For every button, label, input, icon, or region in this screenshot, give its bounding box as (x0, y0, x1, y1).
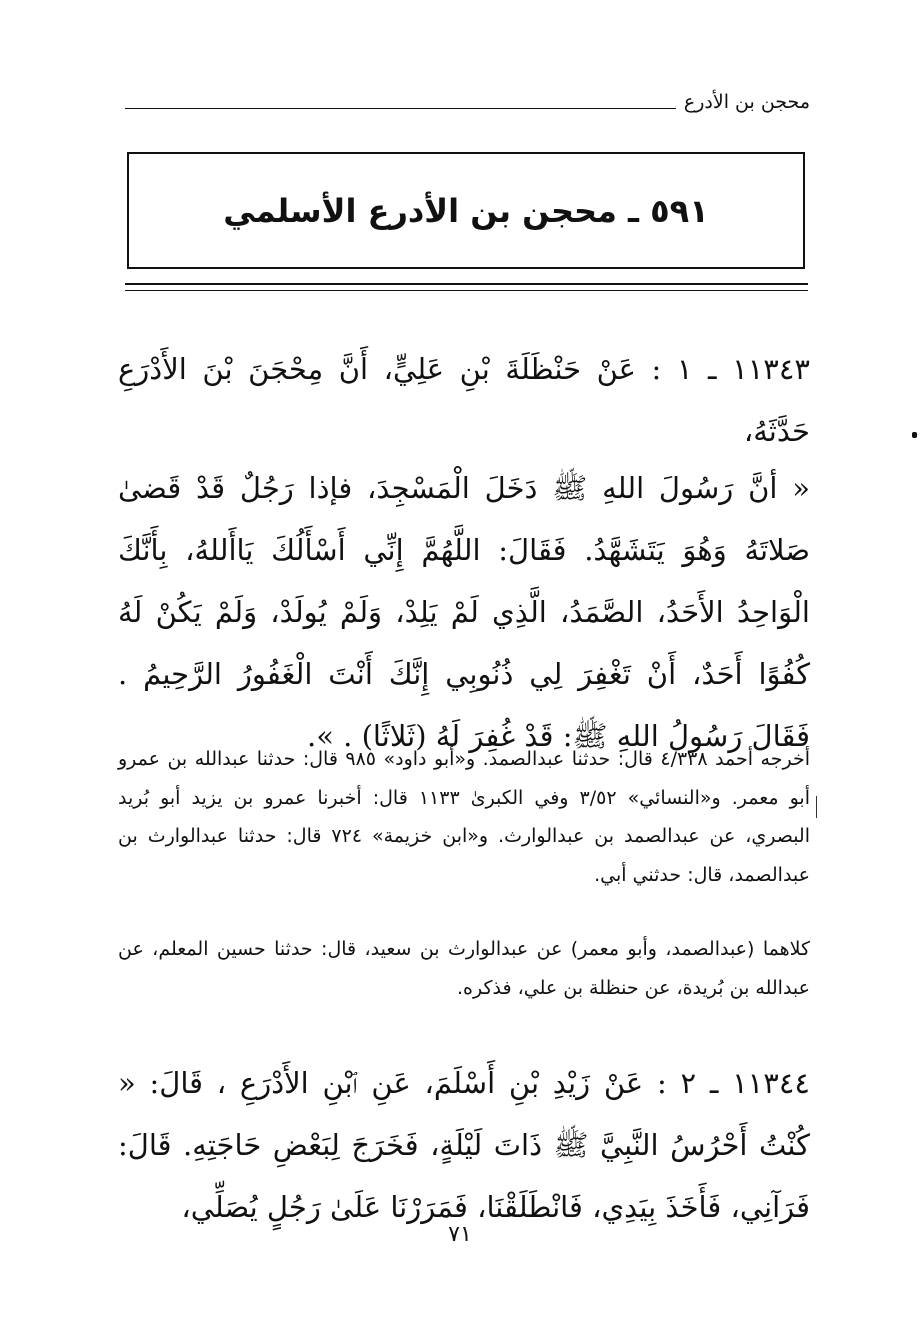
title-divider (125, 283, 808, 291)
page-number: ٧١ (448, 1222, 472, 1247)
chapter-title-box (127, 152, 805, 269)
hadith-2-text: ١١٣٤٤ ـ ٢ : عَنْ زَيْدِ بْنِ أَسْلَمَ، عَنِ ٱبْنِ الأَدْرَعِ ، قَالَ: « كُنْتُ أَحْرُسُ النَّبِيَّ ﷺ ذَاتَ لَيْلَةٍ، فَخَرَجَ لِبَعْضِ حَاجَتِهِ. قَالَ: فَرَآنِي، فَأَخَذَ بِيَدِي، فَانْطَلَقْنَا، فَمَرَرْنَا عَلَىٰ رَجُلٍ يُصَلِّي، (118, 1066, 810, 1224)
running-title: محجن بن الأدرع (683, 91, 810, 113)
hadith-1-isnad: ١١٣٤٣ ـ ١ : عَنْ حَنْظَلَةَ بْنِ عَلِيٍّ، أَنَّ مِحْجَنَ بْنَ الأَدْرَعِ حَدَّثَهُ، (118, 352, 811, 448)
running-header (125, 82, 810, 112)
header-rule (125, 108, 676, 109)
margin-dot (912, 432, 917, 438)
chapter-title: ٥٩١ ـ محجن بن الأدرع الأسلمي (223, 191, 709, 230)
takhrij-1-paragraph-1: أخرجه أحمد ٤/٣٣٨ قال: حدثنا عبدالصمد. و«أبو داود» ٩٨٥ قال: حدثنا عبدالله بن عمرو أبو معمر. و«النسائي» ٣/٥٢ وفي الكبرىٰ ١١٣٣ قال: أخبرنا عمرو بن يزيد أبو بُريد البصري، عن عبدالصمد بن عبدالوارث. و«ابن خزيمة» ٧٢٤ قال: حدثنا عبدالوارث بن عبدالصمد، قال: حدثني أبي. (118, 748, 810, 886)
margin-mark (816, 796, 817, 818)
takhrij-1-paragraph-2: كلاهما (عبدالصمد، وأبو معمر) عن عبدالوارث بن سعيد، قال: حدثنا حسين المعلم، عن عبدالله بن بُريدة، عن حنظلة بن علي، فذكره. (118, 938, 810, 999)
hadith-1-matn: « أنَّ رَسُولَ اللهِ ﷺ دَخَلَ الْمَسْجِدَ، فإذا رَجُلٌ قَدْ قَضىٰ صَلاتَهُ وَهُوَ يَتَشَهَّدُ. فَقَالَ: اللَّهُمَّ إِنِّي أَسْأَلُكَ يَاأَللهُ، بِأَنَّكَ الْوَاحِدُ الأَحَدُ، الصَّمَدُ، الَّذِي لَمْ يَلِدْ، وَلَمْ يُولَدْ، وَلَمْ يَكُنْ لَهُ كُفُوًا أَحَدٌ، أَنْ تَغْفِرَ لِي ذُنُوبِي إِنَّكَ أَنْتَ الْغَفُورُ الرَّحِيمُ . فَقَالَ رَسُولُ اللهِ ﷺ: قَدْ غُفِرَ لَهُ (ثَلاثًا) . ». (118, 471, 810, 753)
